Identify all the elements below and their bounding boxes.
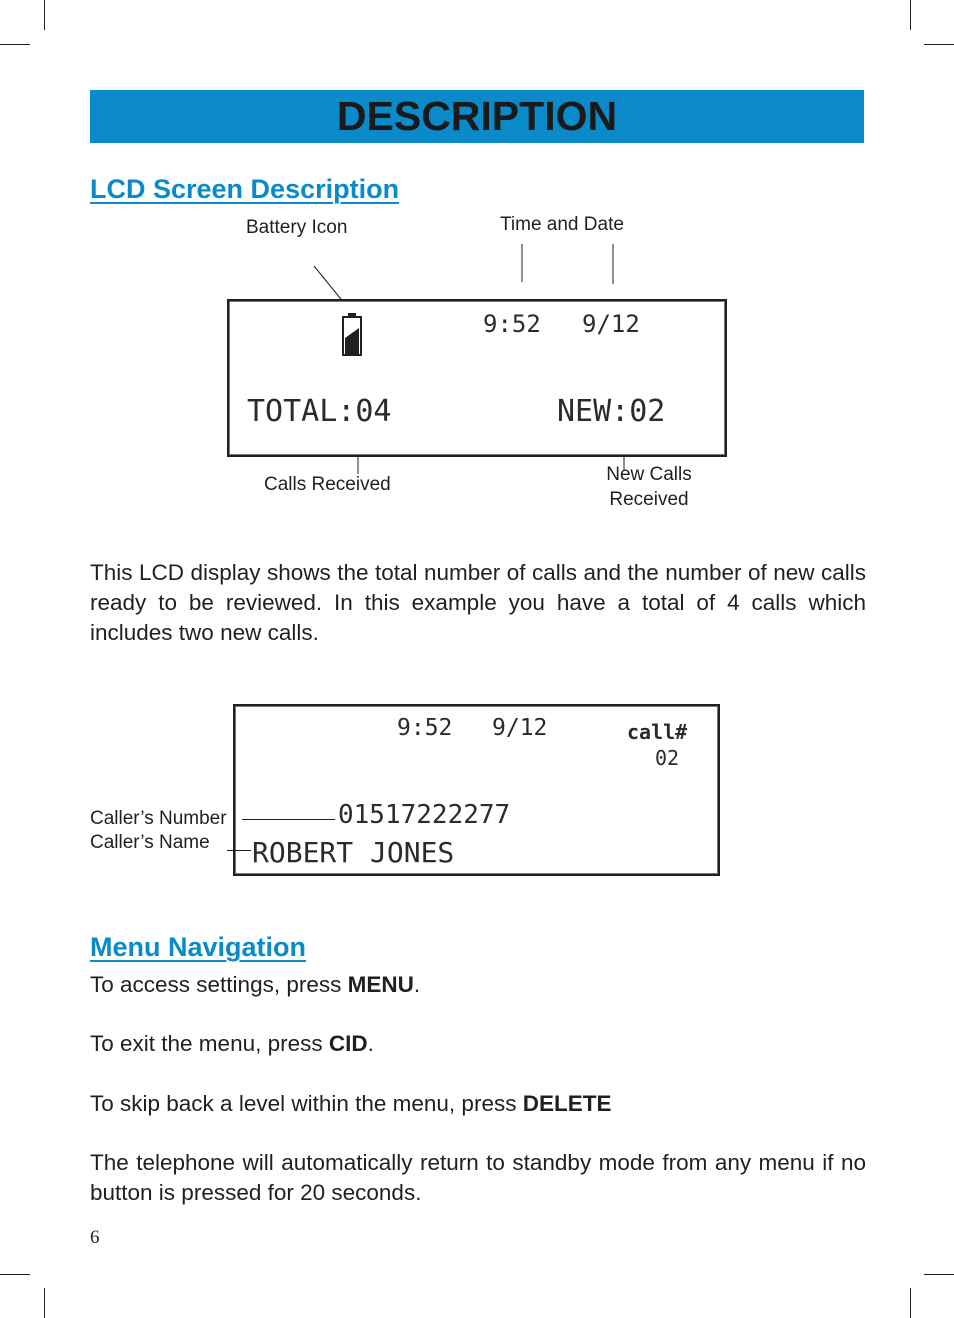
crop-mark <box>0 1274 30 1275</box>
lcd2-time: 9:52 <box>397 715 453 741</box>
page-title: DESCRIPTION <box>336 93 618 139</box>
lcd-date: 9/12 <box>582 310 640 338</box>
section-heading-lcd: LCD Screen Description <box>90 174 400 204</box>
menu-line-standby-timeout: The telephone will automatically return to standby mode from any menu if no button is pressed for 20 seconds. <box>90 1150 866 1205</box>
key-delete: DELETE <box>522 1091 612 1116</box>
menu-line-access-settings <box>90 970 866 1000</box>
menu-line-exit <box>90 1029 866 1059</box>
lcd-time: 9:52 <box>483 310 541 338</box>
lcd-new-calls: NEW:02 <box>557 394 666 429</box>
crop-mark <box>924 1274 954 1275</box>
callout-caller-number: Caller’s Number <box>90 808 227 829</box>
callout-calls-received: Calls Received <box>264 474 391 495</box>
callout-caller-name: Caller’s Name <box>90 832 210 853</box>
menu-line-skip-back <box>90 1089 866 1119</box>
lcd-screen-summary <box>227 299 727 457</box>
key-cid: CID <box>328 1031 368 1056</box>
callout-battery-icon: Battery Icon <box>246 217 348 238</box>
lcd-total-calls: TOTAL:04 <box>247 394 392 429</box>
lcd-description-paragraph: This LCD display shows the total number of calls and the number of new calls ready to be reviewed. In this example you have a total of 4 calls which includes two new calls. <box>90 560 866 645</box>
crop-mark <box>910 1288 911 1318</box>
menu-line3-text: To skip back a level within the menu, press <box>90 1091 523 1116</box>
callout-new-calls-received <box>598 462 700 512</box>
callout-new-calls-line2: Received <box>609 489 689 510</box>
menu-line1-suffix: . <box>413 972 421 997</box>
lcd2-date: 9/12 <box>492 715 548 741</box>
section-heading-menu: Menu Navigation <box>90 932 307 962</box>
leader-line-caller-name <box>227 850 251 851</box>
menu-line1-text: To access settings, press <box>90 972 348 997</box>
callout-time-and-date: Time and Date <box>500 214 624 235</box>
page-number: 6 <box>90 1227 100 1248</box>
lcd2-caller-name: ROBERT JONES <box>252 836 455 869</box>
menu-line2-suffix: . <box>367 1031 374 1056</box>
lcd-screen-caller-id <box>233 704 720 876</box>
lcd2-call-number: 02 <box>655 746 680 770</box>
key-menu: MENU <box>347 972 414 997</box>
crop-mark <box>44 1288 45 1318</box>
lcd2-call-label: call# <box>627 720 688 744</box>
battery-icon <box>342 312 362 356</box>
callout-new-calls-line1: New Calls <box>606 464 692 485</box>
callout-leader-lines <box>0 0 954 540</box>
leader-line-caller-number <box>242 819 335 820</box>
menu-line2-text: To exit the menu, press <box>90 1031 329 1056</box>
lcd2-caller-number: 01517222277 <box>338 800 511 830</box>
